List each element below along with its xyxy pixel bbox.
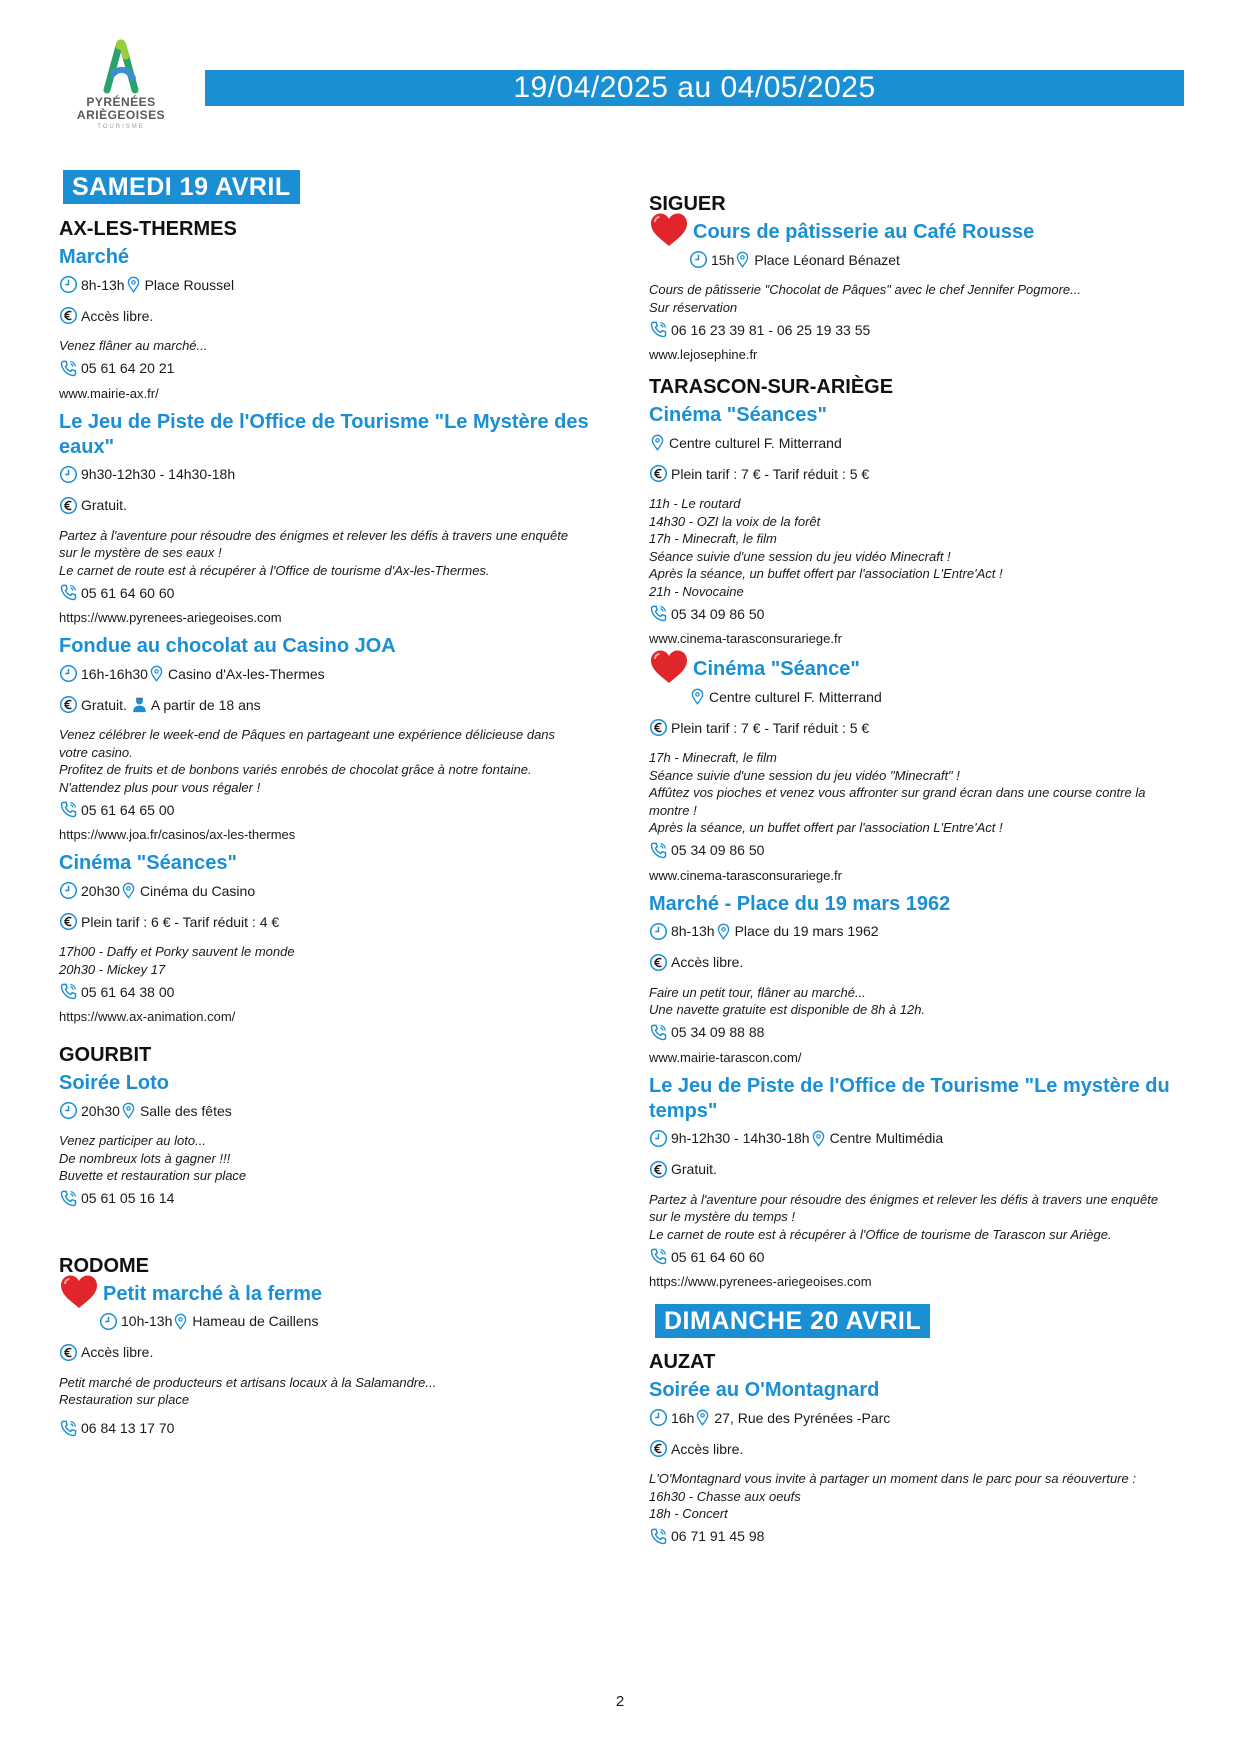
event-title[interactable]: Cinéma "Séances" [59,852,237,874]
event-age: A partir de 18 ans [150,696,261,713]
event-description [649,1470,1189,1523]
event-price: Accès libre. [671,1440,744,1457]
town-heading: AUZAT [649,1351,716,1373]
town-heading: RODOME [59,1254,149,1277]
phone-icon [59,583,78,602]
event-price-row [649,1160,1189,1179]
event-time: 16h-16h30 [81,665,148,682]
logo-mark-icon [99,38,143,96]
event-meta [649,1129,1189,1148]
left-column [59,170,599,1445]
event-title[interactable] [649,220,1189,245]
event-meta [59,275,599,294]
event-description-text: Partez à l'aventure pour résoudre des énigmes et relever les défis à travers une enquête sur le mystère du temps ! Le carnet de route est à récupérer à l'Office de tourisme de Tarascon sur Ariège. [649,1191,1159,1242]
heart-icon [649,212,689,248]
location-pin-icon [734,250,751,269]
location-pin-icon [148,664,165,683]
event-title[interactable] [59,1282,599,1307]
event-time: 8h-13h [81,276,125,293]
event-place: Casino d'Ax-les-Thermes [167,665,325,682]
clock-icon [689,250,708,269]
event-description-text: Venez célébrer le week-end de Pâques en partageant une expérience délicieuse dans votre casino. Profitez de fruits et de bonbons variés enrobés de chocolat grâce à notre fontaine. N'attendez plus pour vous régaler ! [59,727,556,795]
event-phone-number: 06 84 13 17 70 [81,1420,175,1436]
event-description-text: Petit marché de producteurs et artisans locaux à la Salamandre... Restauration sur place [59,1374,437,1407]
location-pin-icon [120,1101,137,1120]
event-meta [649,1408,1189,1427]
event-title[interactable]: Cinéma "Séances" [649,404,827,426]
clock-icon [649,1129,668,1148]
event-phone[interactable] [649,1527,1189,1546]
event-price: Plein tarif : 7 € - Tarif réduit : 5 € [671,465,870,482]
euro-icon [59,496,78,515]
event-place: Place du 19 mars 1962 [734,923,879,939]
phone-icon [59,982,78,1001]
event-title[interactable]: Le Jeu de Piste de l'Office de Tourisme "Le Mystère des eaux" [59,410,589,458]
day-heading: DIMANCHE 20 AVRIL [655,1304,930,1338]
euro-icon [59,306,78,325]
event-title[interactable] [649,657,1189,682]
event-website-link[interactable]: www.cinema-tarasconsurariege.fr [649,631,842,646]
location-pin-icon [172,1312,189,1331]
event-price-row [649,464,1189,483]
event-description [649,495,1189,600]
event-price-row [59,695,599,714]
event-title-text: Petit marché à la ferme [103,1282,322,1305]
event-meta [649,687,1189,706]
event-meta [649,250,1189,269]
event-meta [59,1101,599,1120]
event-title-text: Cours de pâtisserie au Café Rousse [693,221,1035,243]
euro-icon [649,1160,668,1179]
phone-icon [59,359,78,378]
event-title[interactable]: Soirée Loto [59,1072,170,1094]
event-price: Accès libre. [81,307,154,324]
location-pin-icon [689,687,706,706]
event-price: Accès libre. [671,954,744,970]
heart-icon [59,1274,99,1310]
event-phone-number: 05 61 64 38 00 [81,983,175,1000]
event-place: Hameau de Caillens [192,1313,319,1329]
event-phone-number: 05 61 64 60 60 [671,1248,765,1265]
logo-line3: TOURISME [97,124,145,130]
event-price-row [59,306,599,325]
clock-icon [99,1312,118,1331]
event-phone[interactable] [59,1419,599,1438]
event-meta [59,664,599,683]
euro-icon [649,1439,668,1458]
right-column [649,192,1189,1553]
phone-icon [649,1247,668,1266]
event-meta [59,1312,599,1331]
event-place: Salle des fêtes [139,1102,232,1119]
euro-icon [649,718,668,737]
event-time: 10h-13h [121,1313,173,1329]
euro-icon [59,912,78,931]
event-time: 9h30-12h30 - 14h30-18h [81,466,236,482]
event-title[interactable]: Marché [59,246,130,268]
event-phone[interactable] [649,320,1189,339]
phone-icon [59,800,78,819]
event-description [649,281,1189,316]
phone-icon [649,320,668,339]
event-website-link[interactable]: www.mairie-ax.fr/ [59,385,159,401]
event-time: 20h30 [81,882,120,899]
event-website-link[interactable]: www.cinema-tarasconsurariege.fr [649,867,842,883]
event-meta [59,881,599,900]
event-place: Place Léonard Bénazet [754,251,900,268]
event-phone[interactable] [59,1189,599,1208]
event-title[interactable]: Soirée au O'Montagnard [649,1379,880,1401]
event-time: 15h [711,251,735,268]
event-website-link[interactable]: https://www.ax-animation.com/ [59,1009,236,1024]
event-meta [649,433,1189,452]
euro-icon [59,695,78,714]
phone-icon [649,841,668,860]
event-description-text: 17h00 - Daffy et Porky sauvent le monde 20h30 - Mickey 17 [59,944,295,977]
event-phone-number: 05 61 64 65 00 [81,801,175,818]
event-phone[interactable] [649,841,1189,860]
event-meta [59,465,599,484]
town-heading: SIGUER [649,193,726,215]
logo-line1: PYRÉNÉES [86,95,156,109]
logo[interactable] [66,38,176,130]
event-description [649,1191,1189,1244]
event-price: Accès libre. [81,1344,154,1360]
heart-icon [649,649,689,685]
event-phone[interactable] [649,604,1189,623]
phone-icon [649,1527,668,1546]
event-phone-number: 05 61 64 60 60 [81,584,175,601]
event-phone[interactable] [59,583,599,602]
event-description [59,726,599,796]
event-title[interactable]: Marché - Place du 19 mars 1962 [649,892,951,915]
event-website-link[interactable]: https://www.pyrenees-ariegeoises.com [649,1274,872,1289]
phone-icon [59,1419,78,1438]
phone-icon [649,604,668,623]
event-time: 9h-12h30 - 14h30-18h [671,1130,810,1146]
town-heading: TARASCON-SUR-ARIÈGE [649,376,894,398]
event-price: Plein tarif : 7 € - Tarif réduit : 5 € [671,719,870,736]
event-phone-number: 05 34 09 86 50 [671,842,765,858]
clock-icon [649,922,668,941]
event-phone-number: 05 61 64 20 21 [81,360,175,376]
event-price: Plein tarif : 6 € - Tarif réduit : 4 € [81,913,280,930]
clock-icon [649,1408,668,1427]
event-description-text: Venez flâner au marché... [59,338,208,353]
logo-line2: ARIÈGEOISES [76,108,166,122]
phone-icon [649,1023,668,1042]
location-pin-icon [715,922,732,941]
event-phone[interactable] [59,800,599,819]
event-price-row [59,496,599,515]
date-range-banner: 19/04/2025 au 04/05/2025 [205,70,1184,106]
clock-icon [59,465,78,484]
event-description-text: Partez à l'aventure pour résoudre des énigmes et relever les défis à travers une enquête sur le mystère de ses eaux ! Le carnet de route est à récupérer à l'Office de tourisme d'Ax-les-Thermes. [59,527,569,578]
event-place: Centre culturel F. Mitterrand [669,434,842,451]
event-description-text: Cours de pâtisserie "Chocolat de Pâques" avec le chef Jennifer Pogmore... Sur réservation [649,282,1081,315]
event-phone[interactable] [649,1247,1189,1266]
event-phone[interactable] [59,982,599,1001]
event-description-text: Faire un petit tour, flâner au marché... Une navette gratuite est disponible de 8h à 12h. [649,984,926,1017]
event-phone-number: 05 34 09 86 50 [671,605,765,622]
event-website-link[interactable]: https://www.joa.fr/casinos/ax-les-thermes [59,827,296,842]
event-price-row [649,1439,1189,1458]
event-description [649,749,1189,837]
event-description [59,943,599,978]
event-place: 27, Rue des Pyrénées -Parc [714,1409,891,1426]
town-heading: AX-LES-THERMES [59,218,237,240]
age-restriction-icon [131,695,148,714]
event-meta [649,922,1189,941]
clock-icon [59,664,78,683]
event-phone[interactable] [59,359,599,378]
event-description-text: Venez participer au loto... De nombreux lots à gagner !!! Buvette et restauration sur place [59,1133,247,1183]
town-heading: GOURBIT [59,1044,152,1066]
event-price: Gratuit. [81,497,127,513]
event-time: 8h-13h [671,923,715,939]
event-description-text: 11h - Le routard 14h30 - OZI la voix de la forêt 17h - Minecraft, le film Séance suivie d'une session du jeu vidéo Minecraft ! Après la séance, un buffet offert par l'association L'Entre'Act ! 21h - Novocaine [649,496,1003,599]
event-price: Gratuit. [81,696,127,713]
location-pin-icon [649,433,666,452]
clock-icon [59,881,78,900]
event-description [59,527,599,580]
clock-icon [59,1101,78,1120]
location-pin-icon [120,881,137,900]
event-time: 16h [671,1409,695,1426]
event-time: 20h30 [81,1102,120,1119]
event-phone-number: 05 61 05 16 14 [81,1190,175,1206]
event-description-text: 17h - Minecraft, le film Séance suivie d'une session du jeu vidéo "Minecraft" ! Affûtez vos pioches et venez vous affronter sur grand écran dans une course contre la montre ! Après la séance, un buffet offert par l'association L'Entre'Act ! [649,750,1146,835]
phone-icon [59,1189,78,1208]
event-website-link[interactable]: https://www.pyrenees-ariegeoises.com [59,610,282,625]
event-title[interactable]: Le Jeu de Piste de l'Office de Tourisme "Le mystère du temps" [649,1074,1170,1122]
event-place: Place Roussel [144,276,235,293]
euro-icon [649,953,668,972]
event-description [59,1132,599,1185]
event-phone-number: 06 16 23 39 81 - 06 25 19 33 55 [671,321,871,338]
location-pin-icon [694,1408,711,1427]
event-description [59,1374,599,1409]
event-price-row [59,1343,599,1362]
event-place: Centre Multimédia [829,1130,944,1146]
event-price-row [59,912,599,931]
location-pin-icon [125,275,142,294]
location-pin-icon [810,1129,827,1148]
event-price: Gratuit. [671,1161,717,1177]
euro-icon [59,1343,78,1362]
euro-icon [649,464,668,483]
event-price-row [649,718,1189,737]
event-phone[interactable] [649,1023,1189,1042]
event-description-text: L'O'Montagnard vous invite à partager un moment dans le parc pour sa réouverture : 16h30 - Chasse aux oeufs 18h - Concert [649,1471,1136,1521]
event-phone-number: 06 71 91 45 98 [671,1528,765,1544]
event-price-row [649,953,1189,972]
event-title[interactable]: Fondue au chocolat au Casino JOA [59,635,396,657]
day-heading: SAMEDI 19 AVRIL [63,170,300,204]
event-website-link[interactable]: www.mairie-tarascon.com/ [649,1049,802,1065]
event-phone-number: 05 34 09 88 88 [671,1024,765,1040]
event-description [59,337,599,355]
event-description [649,984,1189,1019]
clock-icon [59,275,78,294]
event-place: Centre culturel F. Mitterrand [709,688,882,705]
page-number: 2 [615,1693,625,1710]
event-place: Cinéma du Casino [139,882,256,899]
event-website-link[interactable]: www.lejosephine.fr [649,347,758,362]
event-title-text: Cinéma "Séance" [693,658,860,680]
